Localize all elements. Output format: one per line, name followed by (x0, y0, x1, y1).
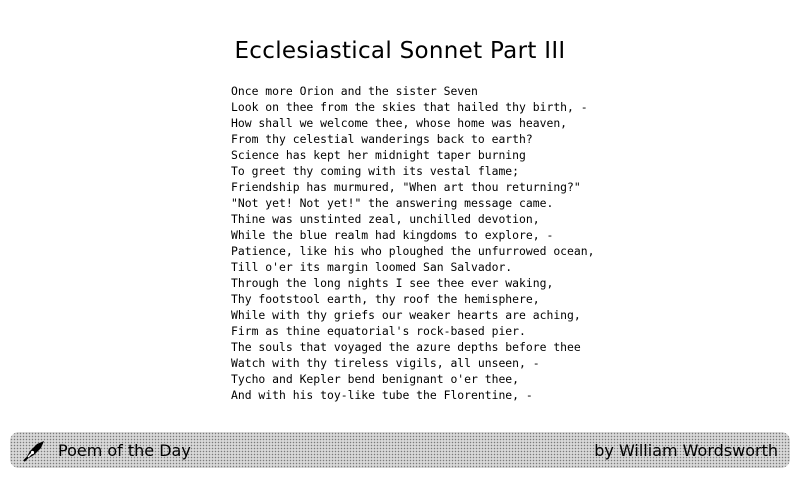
poem-line: Firm as thine equatorial's rock-based pier. (231, 324, 526, 338)
poem-title: Ecclesiastical Sonnet Part III (234, 38, 566, 64)
poem-line: "Not yet! Not yet!" the answering message came. (231, 196, 554, 210)
poem-line: Through the long nights I see thee ever waking, (231, 276, 554, 290)
poem-line: Thine was unstinted zeal, unchilled devotion, (231, 212, 540, 226)
poem-line: And with his toy-like tube the Florentine, - (231, 388, 533, 402)
footer-label: Poem of the Day (58, 440, 191, 460)
poem-body (231, 83, 595, 403)
poem-line: From thy celestial wanderings back to earth? (231, 132, 533, 146)
quill-pen-icon (22, 437, 48, 463)
poem-line: The souls that voyaged the azure depths before thee (231, 340, 581, 354)
poem-line: While the blue realm had kingdoms to explore, - (231, 228, 554, 242)
poem-line: Once more Orion and the sister Seven (231, 84, 478, 98)
poem-line: Science has kept her midnight taper burning (231, 148, 526, 162)
poem-line: Till o'er its margin loomed San Salvador. (231, 260, 513, 274)
poem-line: Look on thee from the skies that hailed thy birth, - (231, 100, 588, 114)
footer-author: by William Wordsworth (594, 440, 778, 460)
poem-line: How shall we welcome thee, whose home was heaven, (231, 116, 568, 130)
poem-line: Watch with thy tireless vigils, all unseen, - (231, 356, 540, 370)
poem-line: While with thy griefs our weaker hearts are aching, (231, 308, 581, 322)
poem-line: Patience, like his who ploughed the unfurrowed ocean, (231, 244, 595, 258)
footer-bar (10, 432, 790, 468)
poem-line: Tycho and Kepler bend benignant o'er thee, (231, 372, 520, 386)
poem-line: To greet thy coming with its vestal flame; (231, 164, 520, 178)
poem-line: Friendship has murmured, "When art thou returning?" (231, 180, 581, 194)
poem-line: Thy footstool earth, thy roof the hemisphere, (231, 292, 540, 306)
